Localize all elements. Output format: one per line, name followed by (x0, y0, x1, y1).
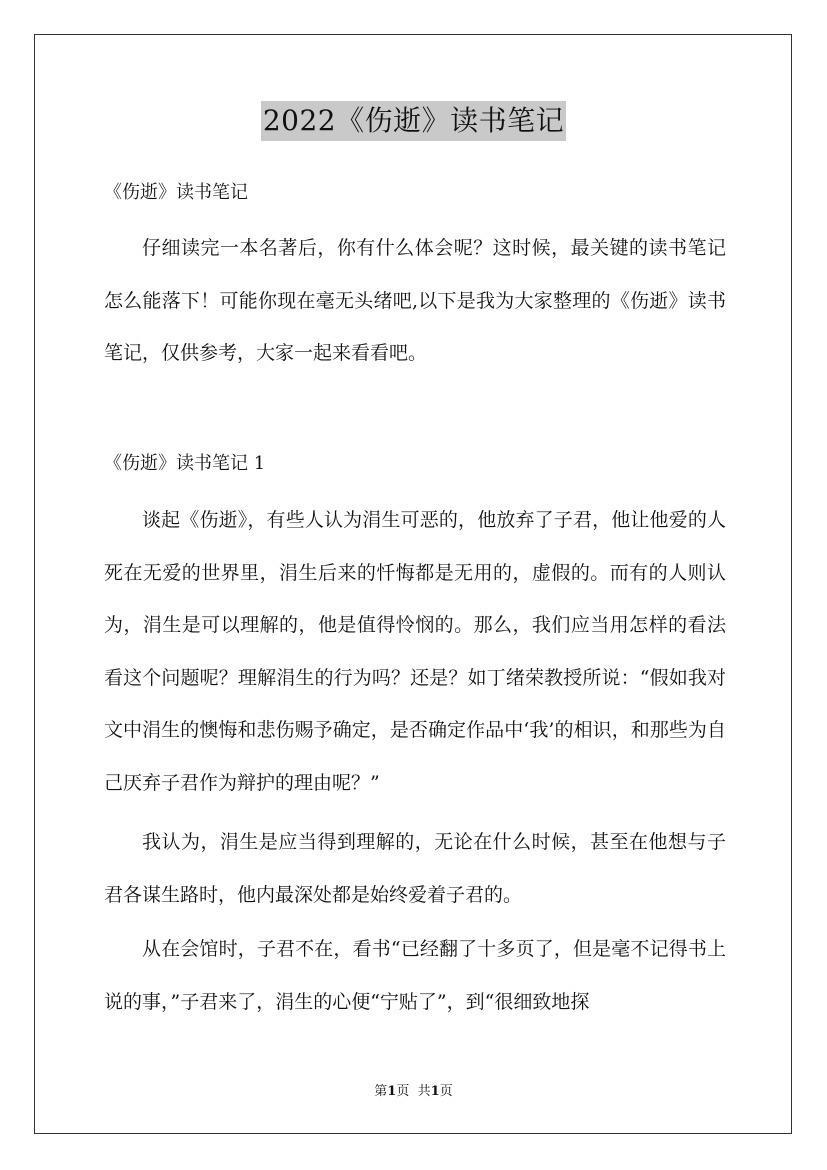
footer-page-suffix: 页 (396, 1084, 410, 1099)
section-1-heading: 《伤逝》读书笔记 1 (104, 453, 266, 474)
section-1-paragraph-1: 谈起《伤逝》，有些人认为涓生可恶的，他放弃了子君，他让他爱的人死在无爱的世界里，涓生后来的忏悔都是无用的，虚假的。而有的人则认为，涓生是可以理解的，他是值得怜悯的。那么，我们应当用怎样的看法看这个问题呢？理解涓生的行为吗？还是？如丁绪荣教授所说：“假如我对文中涓生的懊悔和悲伤赐予确定，是否确定作品中‘我’的相识，和那些为自己厌弃子君作为辩护的理由呢？” (104, 509, 726, 794)
page-footer (0, 1083, 827, 1101)
document-title: 2022《伤逝》读书笔记 (261, 101, 566, 141)
footer-total-suffix: 页 (439, 1084, 453, 1099)
document-title-wrapper (0, 101, 827, 141)
intro-heading: 《伤逝》读书笔记 (104, 182, 248, 203)
footer-page-number: 1 (387, 1084, 397, 1099)
section-1-paragraph-2: 我认为，涓生是应当得到理解的，无论在什么时候，甚至在他想与子君各谋生路时，他内最深处都是始终爱着子君的。 (104, 831, 726, 906)
intro-paragraph: 仔细读完一本名著后，你有什么体会呢？这时候，最关键的读书笔记怎么能落下！可能你现在毫无头绪吧,以下是我为大家整理的《伤逝》读书笔记，仅供参考，大家一起来看看吧。 (104, 237, 726, 364)
footer-total-prefix: 共 (417, 1084, 431, 1099)
section-1-paragraph-3: 从在会馆时，子君不在，看书“已经翻了十多页了，但是毫不记得书上说的事，”子君来了，涓生的心便“宁贴了”，到“很细致地探 (104, 938, 726, 1013)
footer-total-number: 1 (430, 1084, 440, 1099)
footer-page-prefix: 第 (374, 1084, 388, 1099)
